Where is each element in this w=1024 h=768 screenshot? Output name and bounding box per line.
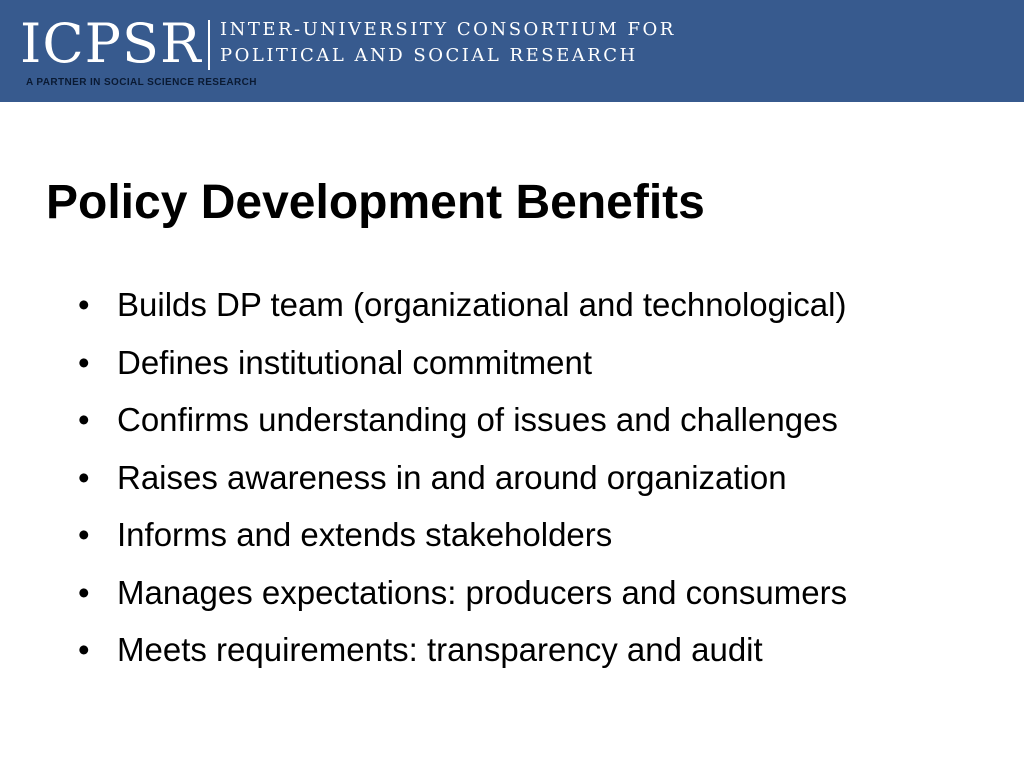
bullet-text: Meets requirements: transparency and audit <box>117 631 763 668</box>
bullet-list <box>78 276 847 679</box>
bullet-icon: • <box>78 343 90 381</box>
bullet-item <box>78 391 847 449</box>
bullet-icon: • <box>78 458 90 496</box>
bullet-icon: • <box>78 401 90 438</box>
bullet-text: Builds DP team (organizational and technological) <box>117 286 847 323</box>
bullet-icon: • <box>78 516 90 553</box>
icpsr-logo: ICPSR <box>20 12 202 75</box>
organization-name-line-1: INTER-UNIVERSITY CONSORTIUM FOR <box>220 19 676 40</box>
organization-name <box>220 17 676 69</box>
bullet-item <box>78 276 847 334</box>
bullet-item <box>78 449 847 507</box>
bullet-item <box>78 621 847 679</box>
bullet-text: Raises awareness in and around organization <box>117 458 787 496</box>
bullet-item <box>78 334 847 392</box>
header-banner <box>0 0 1024 102</box>
bullet-icon: • <box>78 286 90 323</box>
logo-divider <box>208 20 210 70</box>
bullet-item <box>78 506 847 564</box>
bullet-text: Defines institutional commitment <box>117 343 593 381</box>
organization-name-line-2: POLITICAL AND SOCIAL RESEARCH <box>220 45 638 66</box>
bullet-icon: • <box>78 631 90 668</box>
bullet-item <box>78 564 847 622</box>
tagline: A PARTNER IN SOCIAL SCIENCE RESEARCH <box>26 77 257 88</box>
bullet-icon: • <box>78 573 90 611</box>
bullet-text: Informs and extends stakeholders <box>117 516 613 553</box>
bullet-text: Manages expectations: producers and consumers <box>117 573 848 611</box>
slide-title: Policy Development Benefits <box>46 176 705 229</box>
bullet-text: Confirms understanding of issues and challenges <box>117 401 838 438</box>
